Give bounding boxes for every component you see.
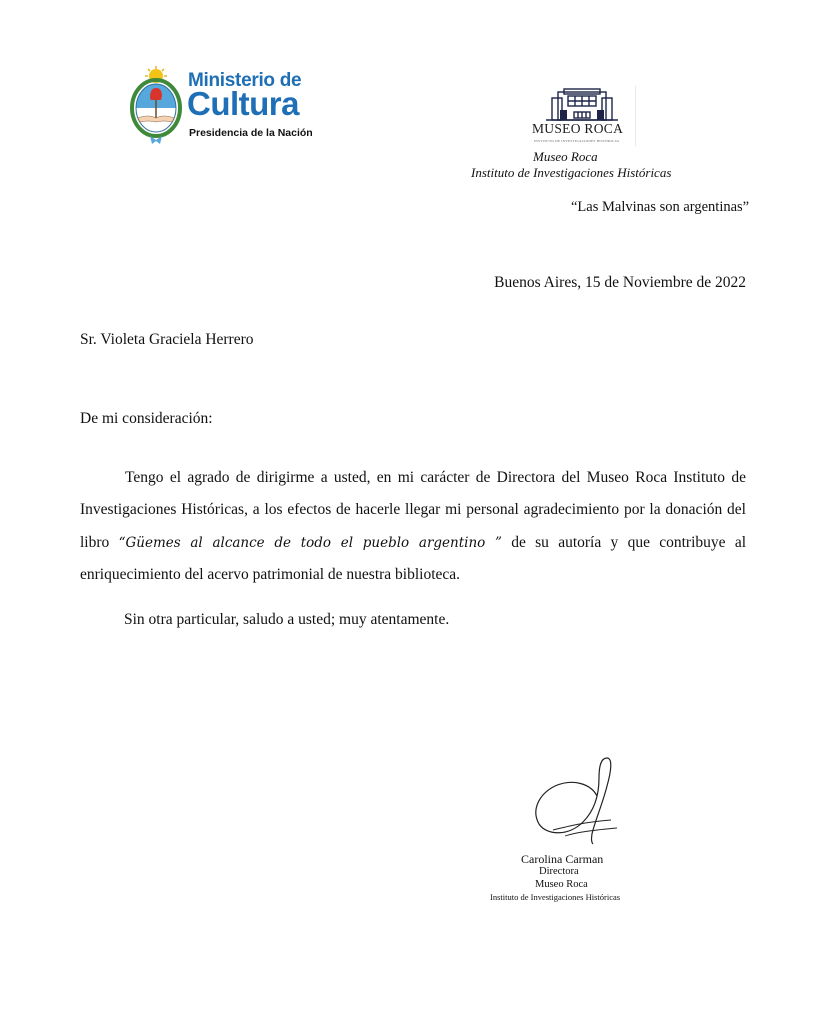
book-title: “Güemes al alcance de todo el pueblo argentino ” bbox=[118, 534, 502, 551]
argentina-coat-of-arms-icon bbox=[128, 64, 184, 146]
ministerio-logo-line2: Cultura bbox=[187, 85, 299, 122]
salutation: De mi consideración: bbox=[80, 410, 213, 427]
signature-name: Carolina Carman bbox=[521, 852, 604, 866]
closing: Sin otra particular, saludo a usted; muy atentamente. bbox=[124, 611, 450, 628]
museo-roca-logo bbox=[530, 88, 634, 150]
signature-institution: Museo Roca bbox=[535, 879, 588, 890]
recipient: Sr. Violeta Graciela Herrero bbox=[80, 331, 254, 348]
body-text-part2: de su autoría y que contribuye al enriquecimiento del acervo patrimonial de nuestra biblioteca. bbox=[80, 533, 747, 583]
body-text-part1: Tengo el agrado de dirigirme a usted, en mi carácter de Directora del Museo Roca Instituto de Investigaciones Históricas, a los efectos de hacerle llegar mi personal agradecimiento por la donación del libro bbox=[80, 469, 746, 551]
ministerio-cultura-logo bbox=[128, 64, 318, 146]
letter-body bbox=[80, 462, 746, 591]
museo-logo-subtitle: INSTITUTO DE INVESTIGACIONES HISTÓRICAS bbox=[534, 139, 620, 143]
museum-building-icon bbox=[530, 88, 634, 122]
signature-institution-subtitle: Instituto de Investigaciones Históricas bbox=[490, 892, 621, 902]
logo-divider bbox=[635, 86, 636, 146]
ministerio-logo-line1: Ministerio de bbox=[188, 70, 302, 91]
signature-title: Directora bbox=[539, 866, 579, 877]
ministerio-logo-line3: Presidencia de la Nación bbox=[189, 127, 313, 139]
institution-subtitle: Instituto de Investigaciones Históricas bbox=[471, 165, 672, 180]
letter-date: Buenos Aires, 15 de Noviembre de 2022 bbox=[494, 274, 746, 291]
motto: “Las Malvinas son argentinas” bbox=[571, 199, 750, 215]
museo-logo-name: MUSEO ROCA bbox=[532, 121, 624, 136]
institution-name: Museo Roca bbox=[533, 149, 598, 164]
handwritten-signature bbox=[525, 756, 635, 846]
